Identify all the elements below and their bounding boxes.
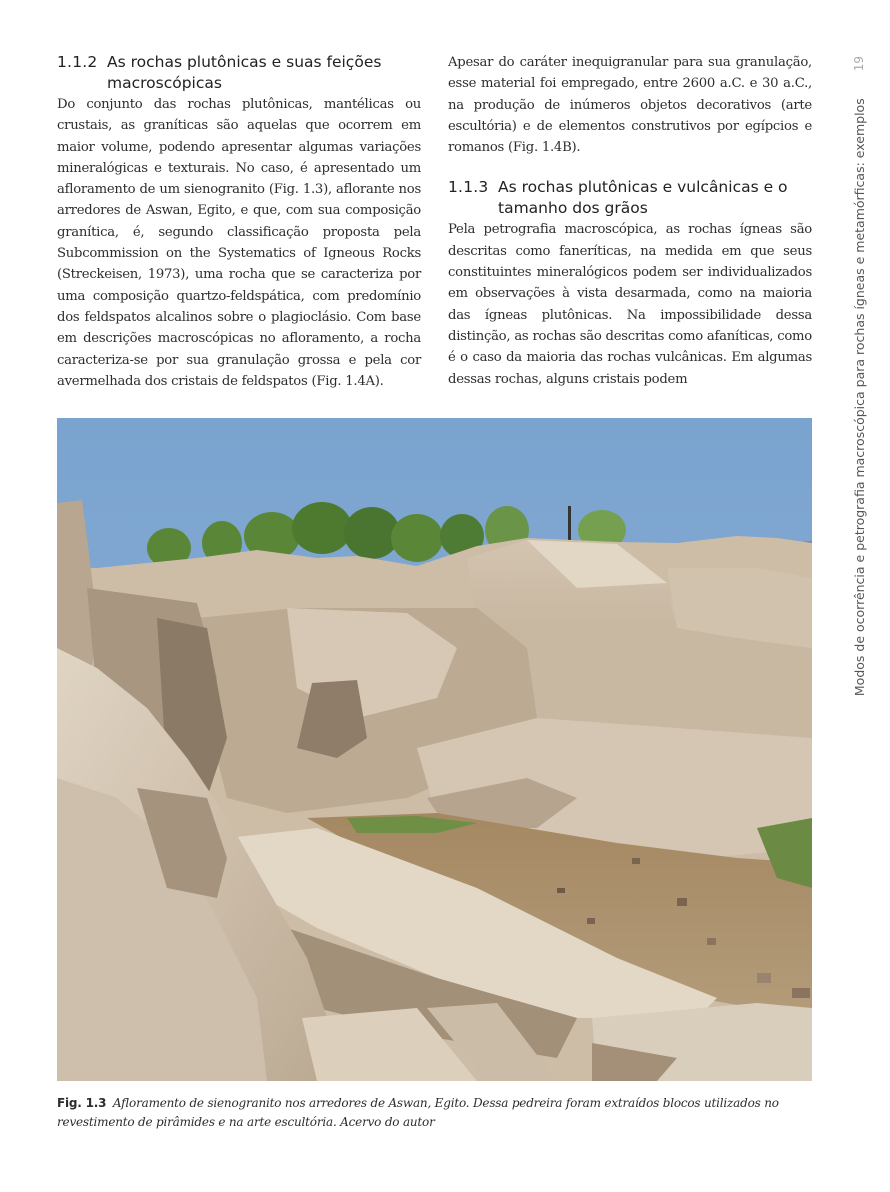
section-number: 1.1.2 bbox=[57, 53, 98, 71]
section-title: As rochas plutônicas e suas feições macroscópicas bbox=[107, 53, 382, 92]
running-head-title: Modos de ocorrência e petrografia macroscópica para rochas ígneas e metamórficas: exemplos bbox=[851, 98, 867, 697]
figure-photo-quarry bbox=[57, 418, 812, 1081]
body-paragraph-continued: Apesar do caráter inequigranular para sua granulação, esse material foi empregado, entre 2600 a.C. e 30 a.C., na produção de inúmeros objetos decorativos (arte escultória) e de elementos construtivos por egípcios e romanos (Fig. 1.4B). bbox=[448, 55, 812, 156]
body-paragraph: Pela petrografia macroscópica, as rochas ígneas são descritas como faneríticas, na medida em que seus constituintes mineralógicos podem ser individualizados em observações à vista desarmada, como na maioria das ígneas plutônicas. Na impossibilidade dessa distinção, as rochas são descritas como afaníticas, como é o caso da maioria das rochas vulcânicas. Em algumas dessas rochas, alguns cristais podem bbox=[448, 222, 812, 387]
figure-caption-text: Afloramento de sienogranito nos arredores de Aswan, Egito. Dessa pedreira foram extraídos blocos utilizados no revestimento de pirâmides e na arte escultória. Acervo do autor bbox=[57, 1096, 779, 1129]
quarry-illustration bbox=[57, 418, 812, 1081]
figure-label: Fig. 1.3 bbox=[57, 1096, 107, 1110]
running-head bbox=[849, 56, 869, 696]
left-column bbox=[57, 52, 421, 392]
section-title: As rochas plutônicas e vulcânicas e o tamanho dos grãos bbox=[498, 178, 788, 218]
body-paragraph: Do conjunto das rochas plutônicas, mantélicas ou crustais, as graníticas são aquelas que ocorrem em maior volume, podendo apresentar algumas variações mineralógicas e texturais. No caso, é apresentado um afloramento de um sienogranito (Fig. 1.3), aflorante nos arredores de Aswan, Egito, e que, com sua composição granítica, é, segundo classificação proposta pela Subcommission on the Systematics of Igneous Rocks (Streckeisen, 1973), uma rocha que se caracteriza por uma composição quartzo-feldspática, com predomínio dos feldspatos alcalinos sobre o plagioclásio. Com base em descrições macroscópicas no afloramento, a rocha caracteriza-se por sua granulação grossa e pela cor avermelhada dos cristais de feldspatos (Fig. 1.4A). bbox=[57, 97, 421, 389]
right-column bbox=[448, 52, 812, 390]
figure-caption bbox=[57, 1094, 817, 1132]
page-number: 19 bbox=[852, 56, 866, 72]
section-number: 1.1.3 bbox=[448, 178, 489, 197]
section-heading-1-1-3 bbox=[448, 177, 812, 219]
section-heading-1-1-2 bbox=[57, 52, 421, 94]
